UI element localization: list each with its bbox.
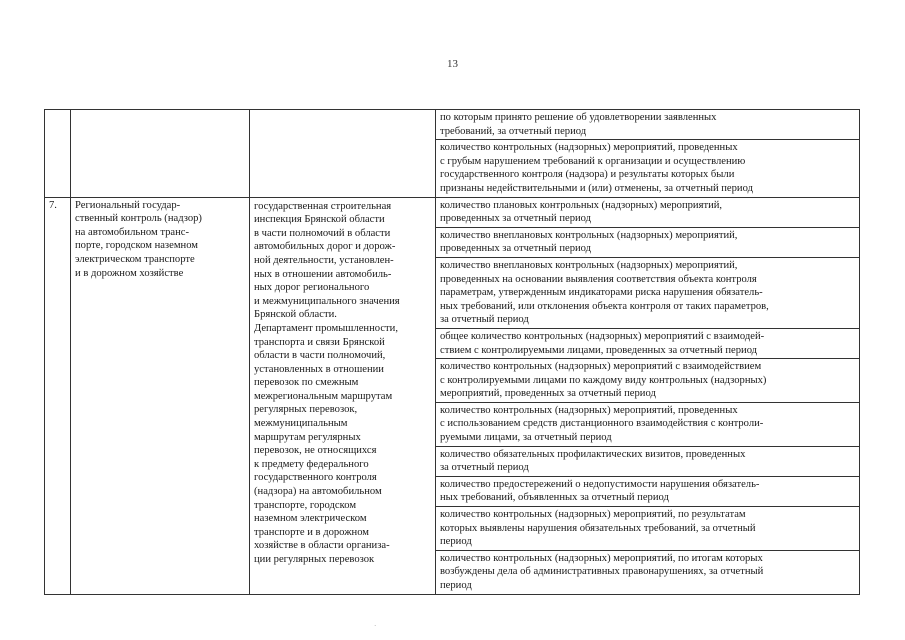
indicator-cell: по которым принято решение об удовлетворении заявленных требований, за отчетный период <box>436 110 860 140</box>
indicator-cell: количество контрольных (надзорных) мероприятий, проведенных с использованием средств дистанционного взаимодействия с контроли- руемыми лицами, за отчетный период <box>436 402 860 446</box>
indicator-cell: количество плановых контрольных (надзорных) мероприятий, проведенных за отчетный период <box>436 197 860 227</box>
indicator-cell: количество предостережений о недопустимости нарушения обязатель- ных требований, объявленных за отчетный период <box>436 476 860 506</box>
control-kind: Региональный государ- ственный контроль (надзор) на автомобильном транс- порте, городском наземном электрическом транспорте и в дорожном хозяйстве <box>71 197 250 594</box>
table-row <box>45 197 860 227</box>
scan-mark: · <box>374 622 377 630</box>
table-row <box>45 110 860 140</box>
indicator-cell: количество обязательных профилактических визитов, проведенных за отчетный период <box>436 446 860 476</box>
indicator-cell: общее количество контрольных (надзорных) мероприятий с взаимодей- ствием с контролируемыми лицами, проведенных за отчетный период <box>436 328 860 358</box>
control-authority: государственная строительная инспекция Брянской области в части полномочий в области автомобильных дорог и дорож- ной деятельности, установлен- ных в отношении автомобиль- ных дорог регионального и межмуниципального значения Брянской области. Департамент промышленности, транспорта и связи Брянской области в части полномочий, установленных в отношении перевозок по смежным межрегиональным маршрутам регулярных перевозок, межмуниципальным маршрутам регулярных перевозок, не относящихся к предмету федерального государственного контроля (надзора) на автомобильном транспорте, городском наземном электрическом транспорте и в дорожном хозяйстве в области организа- ции регулярных перевозок <box>250 197 436 594</box>
number-cell-empty <box>45 110 71 198</box>
indicator-cell: количество внеплановых контрольных (надзорных) мероприятий, проведенных на основании выявления соответствия объекта контроля параметрам, утвержденным индикаторами риска нарушения обязатель- ных требований, или отклонения объекта контроля от таких параметров, за отчетный период <box>436 257 860 328</box>
indicator-cell: количество контрольных (надзорных) мероприятий, по итогам которых возбуждены дела об административных правонарушениях, за отчетный период <box>436 550 860 594</box>
indicator-cell: количество внеплановых контрольных (надзорных) мероприятий, проведенных за отчетный период <box>436 227 860 257</box>
indicator-cell: количество контрольных (надзорных) мероприятий с взаимодействием с контролируемыми лицами по каждому виду контрольных (надзорных) мероприятий, проведенных за отчетный период <box>436 359 860 403</box>
kind-cell-empty <box>71 110 250 198</box>
authority-cell-empty <box>250 110 436 198</box>
indicator-cell: количество контрольных (надзорных) мероприятий, по результатам которых выявлены нарушения обязательных требований, за отчетный период <box>436 507 860 551</box>
page-number: 13 <box>447 58 458 70</box>
row-number: 7. <box>45 197 71 594</box>
indicators-table <box>44 109 860 595</box>
indicator-cell: количество контрольных (надзорных) мероприятий, проведенных с грубым нарушением требований к организации и осуществлению государственного контроля (надзора) и результаты которых были признаны недействительными и (или) отменены, за отчетный период <box>436 140 860 197</box>
